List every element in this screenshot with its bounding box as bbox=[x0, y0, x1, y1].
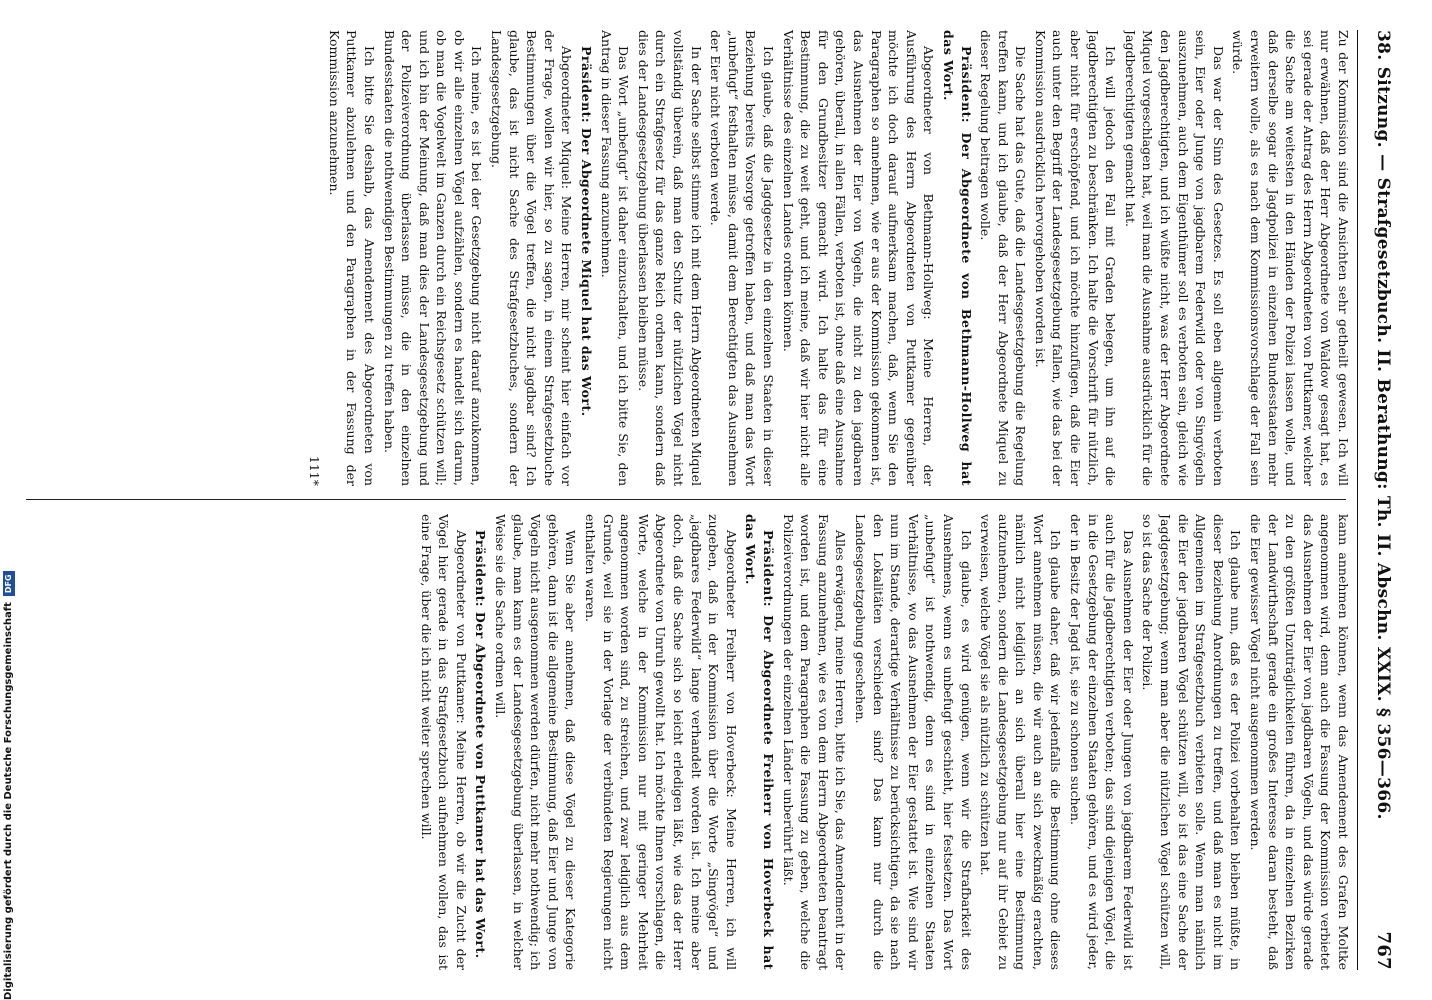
text-columns bbox=[26, 30, 1352, 970]
digitization-note bbox=[2, 574, 16, 1000]
paragraph: Abgeordneter von Bethmann-Hollweg: Meine Herren, der Ausführung des Herrn Abgeordneten von Puttkamer gegenüber möchte ich doch darauf aufmerksam machen, daß, wenn Sie den Paragraphen so annehmen, wie er aus der Kommission gekommen ist, das Ausnehmen der Eier von Vögeln, die nicht zu den jagdbaren gehören, überall, in allen Fällen, verboten ist, ohne daß eine Ausnahme für den Grundbesitzer gemacht wird. Ich halte das für eine Bestimmung, die zu weit geht, und ich meine, daß wir hier nicht alle Verhältnisse des einzelnen Landes ordnen können. bbox=[780, 30, 937, 486]
paragraph: Ich glaube, es wird genügen, wenn wir die Strafbarkeit des Ausnehmens, wenn es unbefugt geschieht, hier festsetzen. Das Wort „unbefugt“ ist nothwendig, denn es sind in einzelnen Staaten Verhältnisse, wo das Ausnehmen der Eier gestattet ist. Wie sind wir nun im Stande, derartige Verhältnisse zu berücksichtigen, da sie nach den Lokalitäten verschieden sind? Das kann nur durch die Landesgesetzgebung geschehen. bbox=[852, 514, 974, 970]
document-page bbox=[16, 0, 1416, 1000]
page-header bbox=[1357, 30, 1394, 970]
dfg-logo: DFG bbox=[3, 571, 15, 596]
speaker-paragraph: Präsident: Der Abgeordnete Freiherr von Hoverbeck hat das Wort. bbox=[743, 514, 776, 970]
paragraph: Ich meine, es ist bei der Gesetzgebung nicht darauf anzukommen, ob wir alle einzelnen Vögel aufzählen, sondern es handelt sich darum, ob man die Vogelwelt im Ganzen durch ein Reichsgesetz schützen will; und ich bin der Meinung, daß man dies der Landesgesetzgebung und der Polizeiverordnung überlassen müsse, die in den einzelnen Bundesstaaten die nothwendigen Bestimmungen zu treffen haben. bbox=[381, 30, 485, 486]
speaker-paragraph: Präsident: Der Abgeordnete von Bethmann-Hollweg hat das Wort. bbox=[940, 30, 974, 486]
paragraph: Abgeordneter Freiherr von Hoverbeck: Meine Herren, ich will zugeben, daß in der Kommission über die Worte „Singvögel“ und „jagdbares Federwild“ lange verhandelt worden ist. Ich meine aber doch, daß die Sache sich so leicht erledigen läßt, wie das der Herr Abgeordnete von Unruh gewollt hat. Ich möchte Ihnen vorschlagen, die Worte, welche in der Kommission nur mit geringer Mehrheit angenommen worden sind, zu streichen, und zwar lediglich aus dem Grunde, weil sie in der Vorlage der verbündeten Regierungen nicht enthalten waren. bbox=[583, 514, 739, 970]
paragraph: Ich glaube nun, daß es der Polizei vorbehalten bleiben müßte, in dieser Beziehung Anordnungen zu treffen, und daß man es nicht im Allgemeinen im Strafgesetzbuch verbieten solle. Wenn man nämlich die Eier der jagdbaren Vögel schützen will, so ist das eine Sache der Jagdgesetzgebung; wenn man aber die nützlichen Vögel schützen will, so ist das Sache der Polizei. bbox=[1140, 514, 1244, 970]
paragraph: Das war der Sinn des Gesetzes. Es soll eben allgemein verboten sein, Eier oder Junge von jagdbarem Federwild oder von Singvögeln auszunehmen, auch dem Eigenthümer soll es verboten sein, gleich wie den Jagdberechtigten, und ich wüßte nicht, was der Herr Abgeordnete Miquel vorgeschlagen hat, weil man die Ausnahme ausdrücklich für die Jagdberechtigten gemacht hat. bbox=[1122, 30, 1226, 486]
speaker-paragraph: Präsident: Der Abgeordnete Miquel hat das Wort. bbox=[579, 46, 595, 417]
paragraph: Ich glaube daher, daß wir jedenfalls die Bestimmung ohne dieses Wort annehmen müssen, die wir auch an sich zweckmäßig erachten, nämlich nicht lediglich an sich überall hier eine Bestimmung aufzunehmen, sondern die Landesgesetzgebung nur auf ihr Gebiet zu verweisen, welche Vögel sie als nützlich zu schützen hat. bbox=[978, 514, 1064, 970]
speaker-paragraph: Präsident: Der Abgeordnete von Puttkamer hat das Wort. bbox=[473, 530, 489, 959]
paragraph: Die Sache hat das Gute, daß die Landesgesetzgebung die Regelung treffen kann, und ich glaube, daß der Herr Abgeordnete Miquel zu dieser Regelung beitragen wolle. bbox=[978, 30, 1029, 486]
paragraph: Abgeordneter von Puttkamer: Meine Herren, ob wir die Zucht der Vögel hier gerade in das Strafgesetzbuch aufnehmen wollen, das ist eine Frage, über die ich nicht weiter sprechen will. bbox=[418, 514, 469, 970]
paragraph: Ich will jedoch den Fall mit Graden belegen, um ihn auf die Jagdberechtigten zu beschränken. Ich halte die Vorschrift für nützlich, aber nicht für erschöpfend, und ich möchte hinzufügen, daß die Eier auch unter den Begriff der Landesgesetzgebung fallen, wie das bei der Kommission ausdrücklich hervorgehoben worden ist. bbox=[1032, 30, 1119, 486]
paragraph: kann annehmen können, wenn das Amendement des Grafen Moltke angenommen wird, denn auch die Fassung der Kommission verbietet das Ausnehmen der Eier von jagdbaren Vögeln, und das würde gerade zu den größten Unzuträglichkeiten führen, da in einzelnen Bezirken der Landwirthschaft gerade ein großes Interesse daran besteht, daß die Eier gewisser Vögel nicht ausgenommen werden. bbox=[1248, 514, 1351, 970]
paragraph: Ich bitte Sie deshalb, das Amendement des Abgeordneten von Puttkamer abzulehnen und den Paragraphen in der Fassung der Kommission anzunehmen. bbox=[326, 30, 377, 486]
running-title: 38. Sitzung. — Strafgesetzbuch. II. Berathung: Th. II. Abschn. XXIX. § 356—366. bbox=[1373, 30, 1393, 820]
paragraph: Das Wort „unbefugt“ ist daher einzuschalten, und ich bitte Sie, den Antrag in dieser Fassung anzunehmen. bbox=[598, 30, 632, 486]
paragraph: Zu der Kommission sind die Ansichten sehr getheilt gewesen. Ich will nur erwähnen, daß der Herr Abgeordnete von Waldow gesagt hat, es sei gerade der Antrag des Herrn Abgeordneten von Puttkamer, welcher die Sache am weitesten in den Händen der Polizei lassen wolle, und daß derselbe sogar die Jagdpolizei in einzelnen Bundesstaaten mehr erweitern wolle, als es nach dem Kommissionsvorschlage der Fall sein würde. bbox=[1230, 30, 1351, 486]
left-column bbox=[26, 30, 1352, 486]
paragraph: Wenn Sie aber annehmen, daß diese Vögel zu dieser Kategorie gehören, dann ist die allgemeine Bestimmung, daß Eier und Junge von Vögeln nicht ausgenommen werden dürfen, nicht mehr nothwendig; ich glaube, man kann es der Landesgesetzgebung überlassen, in welcher Weise sie die Sache ordnen will. bbox=[493, 514, 579, 970]
signature-mark: 111* bbox=[307, 455, 323, 486]
paragraph: Ich glaube, daß die Jagdgesetze in den einzelnen Staaten in dieser Beziehung bereits Vorsorge getroffen haben, und daß man das Wort „unbefugt“ festhalten müsse, damit dem Berechtigten das Ausnehmen der Eier nicht verboten werde. bbox=[708, 30, 776, 486]
page-number: 767 bbox=[1373, 931, 1394, 970]
paragraph: Abgeordneter Miquel: Meine Herren, mir scheint hier einfach vor der Frage, wollen wir hier, so zu sagen, in einem Strafgesetzbuche Bestimmungen über die Vögel treffen, die nicht jagdbar sind? Ich glaube, das ist nicht Sache des Strafgesetzbuches, sondern der Landesgesetzgebung. bbox=[489, 30, 575, 486]
right-column bbox=[26, 514, 1352, 970]
column-divider bbox=[26, 499, 1346, 500]
paragraph: In der Sache selbst stimme ich mit dem Herrn Abgeordneten Miquel vollständig überein, daß man den Schutz der nützlichen Vögel nicht durch ein Strafgesetz für das ganze Reich ordnen kann, sondern daß dies der Landesgesetzgebung überlassen bleiben müsse. bbox=[635, 30, 704, 486]
paragraph: Alles erwägend, meine Herren, bitte ich Sie, das Amendement in der Fassung anzunehmen, wie es von dem Herrn Abgeordneten beantragt worden ist, und dem Paragraphen die Fassung zu geben, welche die Polizeiverordnungen der einzelnen Länder unberührt läßt. bbox=[780, 514, 849, 970]
digitization-text: Digitalisierung gefördert durch die Deutsche Forschungsgemeinschaft bbox=[3, 602, 14, 1000]
paragraph: Das Ausnehmen der Eier oder Jungen von jagdbarem Federwild ist auch für die Jagdberechtigten verboten; das sind diejenigen Vögel, die in die Gesetzgebung der einzelnen Staaten gehören, und es wird jeder, der in Besitz der Jagd ist, sie zu schonen suchen. bbox=[1068, 514, 1136, 970]
